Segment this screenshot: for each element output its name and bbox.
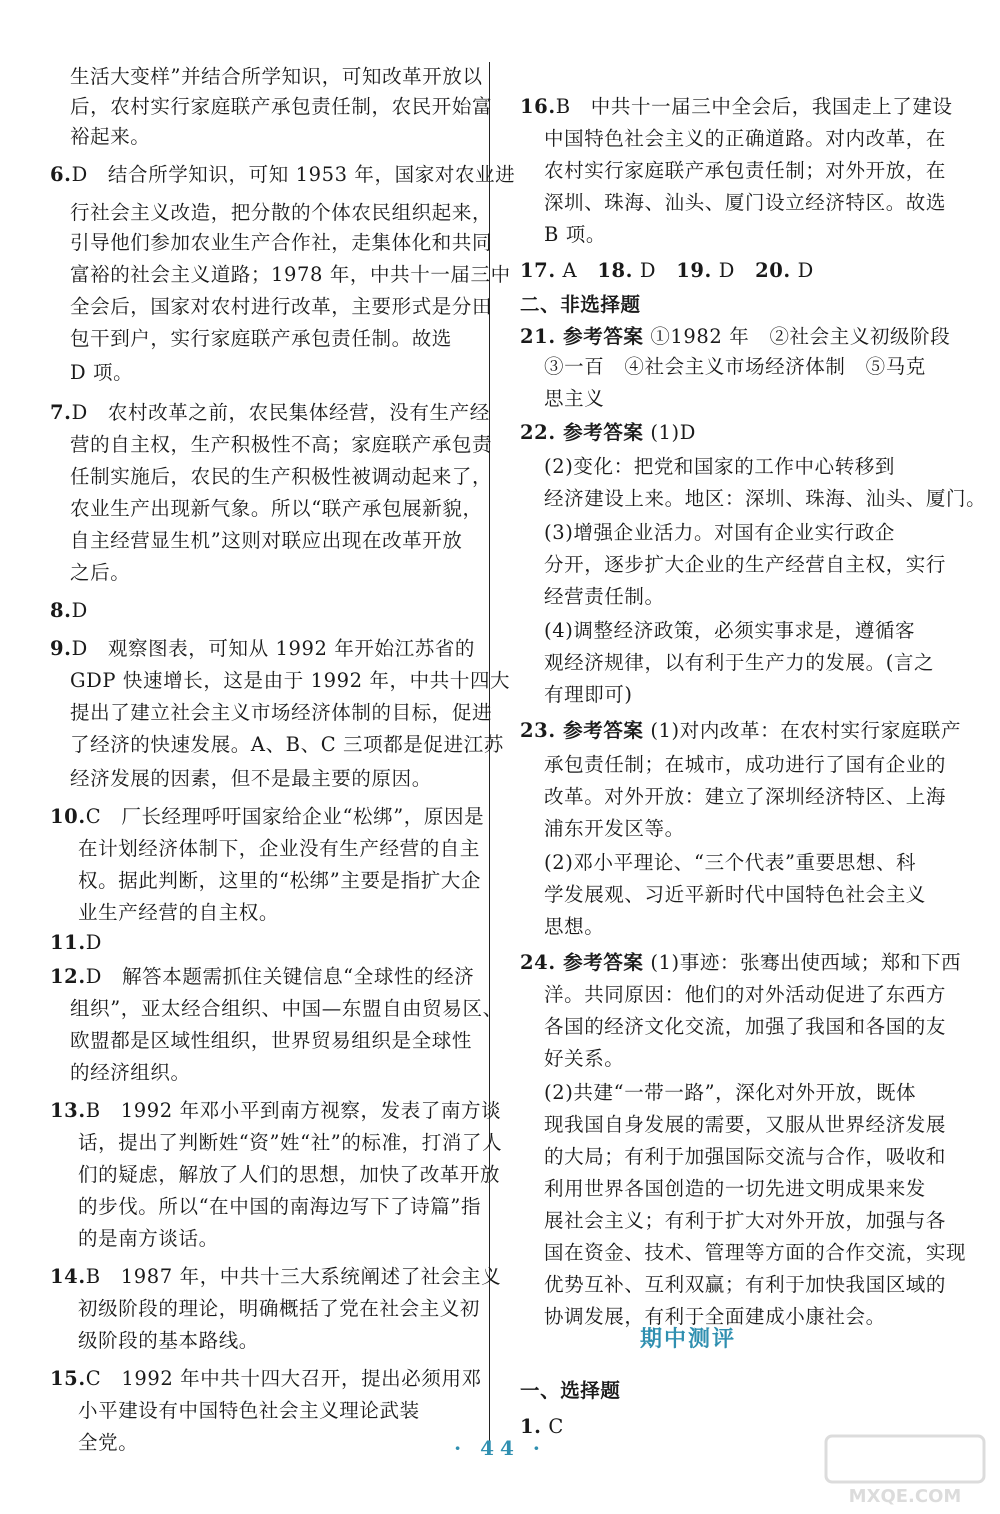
item-label: 12. [50, 965, 86, 988]
answer-text: B 项。 [544, 223, 606, 246]
right-line [544, 648, 934, 678]
right-line [544, 1012, 946, 1042]
right-line [544, 384, 604, 414]
item-label: 1. [520, 1415, 542, 1438]
right-line [544, 582, 665, 612]
right-line [544, 980, 946, 1010]
answer-text: 权。据此判断，这里的“松绑”主要是指扩大企 [78, 869, 482, 892]
item-label: 22. 参考答案 [520, 421, 644, 444]
answer-text: 中国特色社会主义的正确道路。对内改革，在 [544, 127, 947, 150]
left-line [70, 292, 492, 322]
section-heading: 期中测评 [640, 1326, 737, 1352]
after-line [520, 1376, 621, 1406]
answer-text: 分开，逐步扩大企业的生产经营自主权，实行 [544, 553, 947, 576]
right-line [544, 1142, 946, 1172]
right-line [544, 782, 946, 812]
answer-text: (3)增强企业活力。对国有企业实行政企 [544, 521, 896, 544]
watermark-text: MXQE.COM [848, 1486, 962, 1507]
right-line [544, 352, 926, 382]
answer-text: 观经济规律，以有利于生产力的发展。(言之 [544, 651, 935, 674]
item-label: 15. [50, 1367, 86, 1390]
left-line [70, 558, 130, 588]
right-line [544, 1174, 926, 1204]
right-line [544, 616, 915, 646]
right-line [520, 92, 953, 122]
answer-text: D [790, 259, 814, 282]
answer-text: 富裕的社会主义道路；1978 年，中共十一届三中 [70, 263, 511, 286]
left-line [70, 122, 150, 152]
answer-text: 全党。 [78, 1431, 139, 1454]
left-line [70, 730, 504, 760]
answer-text: 思主义 [544, 387, 605, 410]
answer-text: 级阶段的基本路线。 [78, 1329, 259, 1352]
answer-text: 的大局；有利于加强国际交流与合作，吸收和 [544, 1145, 947, 1168]
right-line [544, 518, 895, 548]
answer-text: D 农村改革之前，农民集体经营，没有生产经 [71, 401, 490, 424]
left-line [70, 698, 492, 728]
right-line [520, 716, 961, 746]
answer-text: 思想。 [544, 915, 605, 938]
right-line [544, 156, 946, 186]
answer-text: 的是南方谈话。 [78, 1227, 219, 1250]
right-line [544, 880, 926, 910]
answer-text: ③一百 ④社会主义市场经济体制 ⑤马克 [544, 355, 926, 378]
answer-text: (2)共建“一带一路”，深化对外开放，既体 [544, 1081, 917, 1104]
right-line [544, 912, 604, 942]
left-line [70, 324, 452, 354]
left-line [70, 358, 133, 388]
right-line [520, 418, 696, 448]
answer-text: D [85, 931, 102, 954]
answer-text: 小平建设有中国特色社会主义理论武装 [78, 1399, 420, 1422]
answer-text: 了经济的快速发展。A、B、C 三项都是促进江苏 [70, 733, 504, 756]
answer-text: 经济发展的因素，但不是最主要的原因。 [70, 767, 432, 790]
left-line [78, 834, 480, 864]
item-label: 21. 参考答案 [520, 325, 644, 348]
answer-text: D 解答本题需抓住关键信息“全球性的经济 [85, 965, 475, 988]
answer-text: D 项。 [70, 361, 134, 384]
right-line [520, 290, 641, 320]
left-line [50, 1364, 482, 1394]
answer-text: 营的自主权，生产积极性不高；家庭联产承包责 [70, 433, 493, 456]
left-line [50, 160, 515, 190]
left-line [70, 1026, 472, 1056]
left-line [78, 1160, 500, 1190]
left-line [70, 764, 432, 794]
item-label: 24. 参考答案 [520, 951, 644, 974]
left-line [50, 398, 490, 428]
answer-text: 协调发展，有利于全面建成小康社会。 [544, 1305, 886, 1328]
answer-text: B 1992 年邓小平到南方视察，发表了南方谈 [85, 1099, 502, 1122]
item-label: 7. [50, 401, 72, 424]
answer-text: 国在资金、技术、管理等方面的合作交流，实现 [544, 1241, 967, 1264]
item-label: 6. [50, 163, 72, 186]
right-line [544, 1206, 946, 1236]
answer-text: D [71, 599, 88, 622]
answer-text: 业生产经营的自主权。 [78, 901, 280, 924]
right-line [544, 1044, 624, 1074]
right-line [544, 848, 916, 878]
right-line [520, 256, 814, 286]
answer-text: D [711, 259, 756, 282]
right-line [544, 680, 633, 710]
answer-text: 后，农村实行家庭联产承包责任制，农民开始富 [70, 95, 493, 118]
answer-text: 初级阶段的理论，明确概括了党在社会主义初 [78, 1297, 481, 1320]
answer-text: 各国的经济文化交流，加强了我国和各国的友 [544, 1015, 947, 1038]
item-label: 14. [50, 1265, 86, 1288]
answer-text: 全会后，国家对农村进行改革，主要形式是分田 [70, 295, 493, 318]
left-line [70, 462, 492, 492]
right-line [544, 550, 946, 580]
right-line [544, 1270, 946, 1300]
answer-text: (2)邓小平理论、“三个代表”重要思想、科 [544, 851, 917, 874]
left-line [78, 898, 279, 928]
answer-text: (1)对内改革：在农村实行家庭联产 [643, 719, 962, 742]
answer-text: 浦东开发区等。 [544, 817, 685, 840]
right-line [544, 484, 986, 514]
answer-text: 组织”，亚太经合组织、中国—东盟自由贸易区、 [70, 997, 503, 1020]
left-line [78, 866, 481, 896]
answer-text: B 中共十一届三中全会后，我国走上了建设 [555, 95, 953, 118]
answer-text: 经济建设上来。地区：深圳、珠海、汕头、厦门。 [544, 487, 987, 510]
answer-text: 承包责任制；在城市，成功进行了国有企业的 [544, 753, 947, 776]
item-label: 10. [50, 805, 86, 828]
answer-text: 生活大变样”并结合所学知识，可知改革开放以 [70, 65, 483, 88]
answer-text: 任制实施后，农民的生产积极性被调动起来了， [70, 465, 493, 488]
left-line [78, 1224, 219, 1254]
item-label: 17. [520, 259, 556, 282]
right-line [520, 948, 961, 978]
answer-text: 利用世界各国创造的一切先进文明成果来发 [544, 1177, 926, 1200]
left-line [78, 1192, 481, 1222]
answer-text: 自主经营显生机”这则对联应出现在改革开放 [70, 529, 463, 552]
answer-text: (4)调整经济政策，必须实事求是，遵循客 [544, 619, 916, 642]
left-line [50, 596, 88, 626]
item-label: 一、选择题 [520, 1379, 621, 1402]
answer-text: 提出了建立社会主义市场经济体制的目标，促进 [70, 701, 493, 724]
answer-text: (2)变化：把党和国家的工作中心转移到 [544, 455, 896, 478]
answer-text: D 观察图表，可知从 1992 年开始江苏省的 [71, 637, 476, 660]
answer-text: D 结合所学知识，可知 1953 年，国家对农业进 [71, 163, 516, 186]
left-line [70, 62, 483, 92]
answer-text: 引导他们参加农业生产合作社，走集体化和共同 [70, 231, 493, 254]
item-label: 二、非选择题 [520, 293, 641, 316]
left-line [70, 260, 511, 290]
right-line [544, 750, 946, 780]
left-line [78, 1396, 420, 1426]
left-line [50, 1262, 501, 1292]
left-line [50, 962, 474, 992]
answer-text: 们的疑虑，解放了人们的思想，加快了改革开放 [78, 1163, 501, 1186]
left-line [70, 666, 510, 696]
watermark-logo [820, 1430, 990, 1510]
answer-text: 展社会主义；有利于扩大对外开放，加强与各 [544, 1209, 947, 1232]
left-line [70, 228, 492, 258]
answer-text: D [633, 259, 677, 282]
left-line [78, 1326, 259, 1356]
item-label: 19. [676, 259, 712, 282]
answer-text: 欧盟都是区域性组织，世界贸易组织是全球性 [70, 1029, 473, 1052]
right-line [544, 814, 685, 844]
answer-text: 话，提出了判断姓“资”姓“社”的标准，打消了人 [78, 1131, 503, 1154]
answer-text: 包干到户，实行家庭联产承包责任制。故选 [70, 327, 452, 350]
right-line [544, 1238, 966, 1268]
left-line [50, 802, 484, 832]
item-label: 23. 参考答案 [520, 719, 644, 742]
answer-text: 洋。共同原因：他们的对外活动促进了东西方 [544, 983, 947, 1006]
left-line [70, 198, 492, 228]
answer-text: 行社会主义改造，把分散的个体农民组织起来， [70, 201, 493, 224]
item-label: 13. [50, 1099, 86, 1122]
answer-text: 现我国自身发展的需要，又服从世界经济发展 [544, 1113, 947, 1136]
answer-text: 农村实行家庭联产承包责任制；对外开放，在 [544, 159, 947, 182]
right-line [544, 124, 946, 154]
answer-text: A [555, 259, 598, 282]
answer-text: 有理即可) [544, 683, 633, 706]
answer-text: GDP 快速增长，这是由于 1992 年，中共十四大 [70, 669, 511, 692]
left-line [70, 92, 492, 122]
left-line [70, 1058, 191, 1088]
left-line [78, 1294, 480, 1324]
answer-text: 在计划经济体制下，企业没有生产经营的自主 [78, 837, 481, 860]
answer-text: C 1992 年中共十四大召开，提出必须用邓 [85, 1367, 482, 1390]
item-label: 18. [597, 259, 634, 282]
answer-text: B 1987 年，中共十三大系统阐述了社会主义 [85, 1265, 502, 1288]
item-label: 20. [755, 259, 791, 282]
right-line [544, 188, 946, 218]
right-line [544, 452, 895, 482]
right-line [544, 220, 606, 250]
answer-text: (1)事迹：张骞出使西域；郑和下西 [643, 951, 962, 974]
left-line [70, 430, 492, 460]
answer-text: ①1982 年 ②社会主义初级阶段 [643, 325, 951, 348]
answer-text: 的步伐。所以“在中国的南海边写下了诗篇”指 [78, 1195, 482, 1218]
answer-text: 深圳、珠海、汕头、厦门设立经济特区。故选 [544, 191, 947, 214]
answer-text: 之后。 [70, 561, 131, 584]
answer-text: 改革。对外开放：建立了深圳经济特区、上海 [544, 785, 947, 808]
answer-text: C 厂长经理呼吁国家给企业“松绑”，原因是 [85, 805, 485, 828]
item-label: 11. [50, 931, 86, 954]
item-label: 8. [50, 599, 72, 622]
answer-text: 学发展观、习近平新时代中国特色社会主义 [544, 883, 926, 906]
page-number: · 44 · [454, 1436, 546, 1460]
answer-text: 的经济组织。 [70, 1061, 191, 1084]
left-line [50, 928, 102, 958]
item-label: 9. [50, 637, 72, 660]
answer-text: C [541, 1415, 564, 1438]
left-line [70, 526, 462, 556]
left-line [50, 1096, 501, 1126]
right-line [544, 1078, 916, 1108]
answer-text: (1)D [643, 421, 696, 444]
answer-text: 经营责任制。 [544, 585, 665, 608]
left-line [50, 634, 475, 664]
left-line [78, 1128, 502, 1158]
left-line [70, 494, 483, 524]
left-line [70, 994, 503, 1024]
answer-text: 农业生产出现新气象。所以“联产承包展新貌， [70, 497, 483, 520]
answer-text: 裕起来。 [70, 125, 151, 148]
right-line [520, 322, 950, 352]
answer-text: 优势互补、互利双赢；有利于加快我国区域的 [544, 1273, 947, 1296]
answer-text: 好关系。 [544, 1047, 625, 1070]
right-line [544, 1110, 946, 1140]
item-label: 16. [520, 95, 556, 118]
